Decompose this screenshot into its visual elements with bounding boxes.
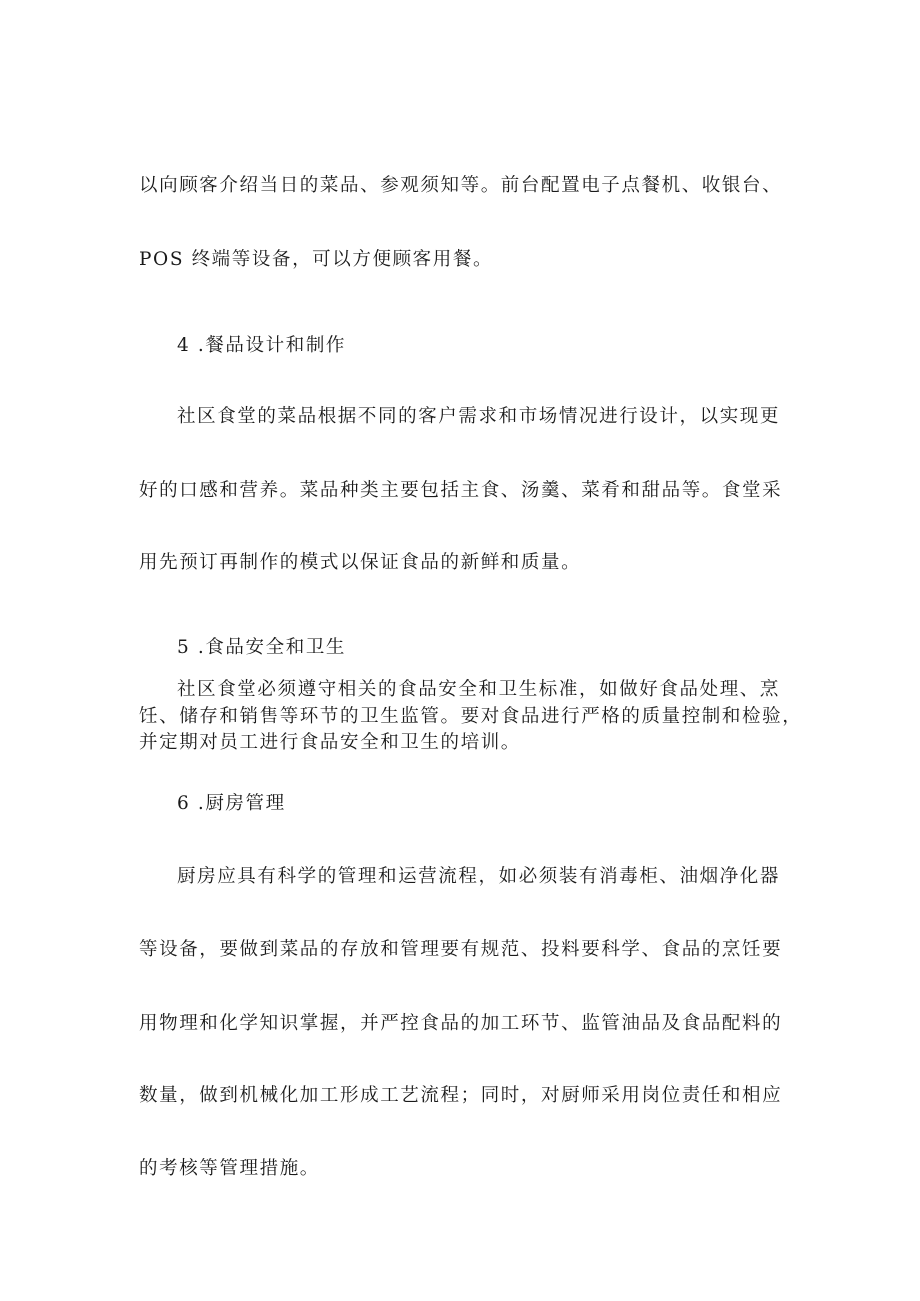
section-6-line-2: 等设备，要做到菜品的存放和管理要有规范、投料要科学、食品的烹饪要 <box>139 939 783 960</box>
intro-line-1: 以向顾客介绍当日的菜品、参观须知等。前台配置电子点餐机、收银台、 <box>139 175 783 196</box>
section-5-heading: 5 .食品安全和卫生 <box>177 637 347 658</box>
section-4-line-1: 社区食堂的菜品根据不同的客户需求和市场情况进行设计，以实现更 <box>177 406 781 427</box>
section-6-line-4: 数量，做到机械化加工形成工艺流程；同时，对厨师采用岗位责任和相应 <box>139 1085 783 1106</box>
section-4-line-3: 用先预订再制作的模式以保证食品的新鲜和质量。 <box>139 552 582 573</box>
section-6-line-1: 厨房应具有科学的管理和运营流程，如必须装有消毒柜、油烟净化器 <box>177 866 781 887</box>
section-4-line-2: 好的口感和营养。菜品种类主要包括主食、汤羹、菜肴和甜品等。食堂采 <box>139 480 783 501</box>
section-6-line-3: 用物理和化学知识掌握，并严控食品的加工环节、监管油品及食品配料的 <box>139 1013 783 1034</box>
intro-line-2: POS 终端等设备，可以方便顾客用餐。 <box>139 249 494 270</box>
section-6-line-5: 的考核等管理措施。 <box>139 1158 320 1179</box>
section-4-heading: 4 .餐品设计和制作 <box>177 335 347 356</box>
section-6-heading: 6 .厨房管理 <box>177 793 286 814</box>
section-5-line-3: 并定期对员工进行食品安全和卫生的培训。 <box>139 732 521 753</box>
section-5-line-1: 社区食堂必须遵守相关的食品安全和卫生标准，如做好食品处理、烹 <box>177 679 781 700</box>
section-5-line-2: 饪、储存和销售等环节的卫生监管。要对食品进行严格的质量控制和检验， <box>139 706 803 727</box>
